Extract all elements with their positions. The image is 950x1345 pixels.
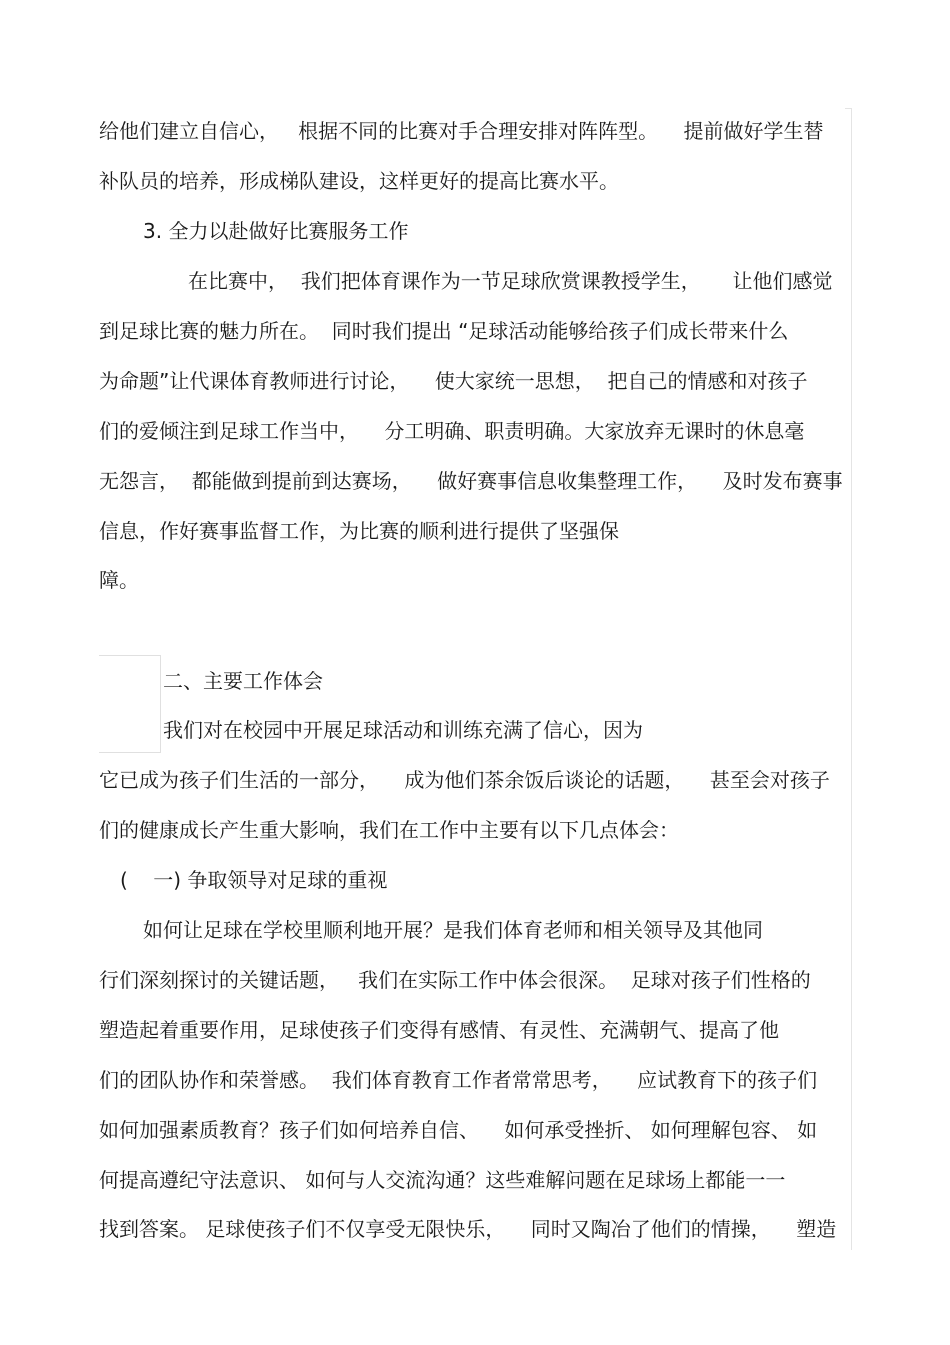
paragraph-line: 为命题”让代课体育教师进行讨论， 使大家统一思想， 把自己的情感和对孩子 bbox=[99, 369, 808, 393]
paragraph-line: 们的团队协作和荣誉感。 我们体育教育工作者常常思考， 应试教育下的孩子们 bbox=[99, 1068, 818, 1092]
paragraph-line: 给他们建立自信心， 根据不同的比赛对手合理安排对阵阵型。 提前做好学生替 bbox=[99, 119, 824, 143]
page-border-right bbox=[851, 108, 852, 1250]
paragraph-line: 如何加强素质教育？孩子们如何培养自信、 如何承受挫折、 如何理解包容、 如 bbox=[99, 1118, 818, 1142]
paragraph-line: 到足球比赛的魅力所在。 同时我们提出 “足球活动能够给孩子们成长带来什么 bbox=[99, 319, 789, 343]
paragraph-line: 们的健康成长产生重大影响，我们在工作中主要有以下几点体会： bbox=[99, 818, 679, 842]
paragraph-line: 在比赛中， 我们把体育课作为一节足球欣赏课教授学生， 让他们感觉 bbox=[188, 269, 833, 293]
paragraph-line: 何提高遵纪守法意识、 如何与人交流沟通？这些难解问题在足球场上都能一一 bbox=[99, 1168, 786, 1192]
paragraph-line: 信息，作好赛事监督工作，为比赛的顺利进行提供了坚强保 bbox=[99, 519, 619, 543]
paragraph-line: 障。 bbox=[99, 568, 139, 592]
paragraph-line: 塑造起着重要作用，足球使孩子们变得有感情、有灵性、充满朝气、提高了他 bbox=[99, 1018, 779, 1042]
paragraph-line: 行们深刻探讨的关键话题， 我们在实际工作中体会很深。 足球对孩子们性格的 bbox=[99, 968, 811, 992]
paragraph-line: 找到答案。 足球使孩子们不仅享受无限快乐， 同时又陶冶了他们的情操， 塑造 bbox=[99, 1217, 837, 1241]
paragraph-line: 补队员的培养，形成梯队建设，这样更好的提高比赛水平。 bbox=[99, 169, 619, 193]
paragraph-line: 它已成为孩子们生活的一部分， 成为他们茶余饭后谈论的话题， 甚至会对孩子 bbox=[99, 768, 830, 792]
section-heading: 3. 全力以赴做好比赛服务工作 bbox=[143, 219, 409, 243]
section-heading: 二、主要工作体会 bbox=[163, 669, 323, 693]
paragraph-line: 无怨言， 都能做到提前到达赛场， 做好赛事信息收集整理工作， 及时发布赛事 bbox=[99, 469, 843, 493]
paragraph-line: 如何让足球在学校里顺利地开展？是我们体育老师和相关领导及其他同 bbox=[143, 918, 763, 942]
paragraph-line: 我们对在校园中开展足球活动和训练充满了信心，因为 bbox=[163, 718, 643, 742]
paragraph-line: 们的爱倾注到足球工作当中， 分工明确、职责明确。大家放弃无课时的休息毫 bbox=[99, 419, 805, 443]
subsection-heading: ( 一) 争取领导对足球的重视 bbox=[120, 868, 388, 892]
text-box-outline bbox=[99, 655, 161, 753]
